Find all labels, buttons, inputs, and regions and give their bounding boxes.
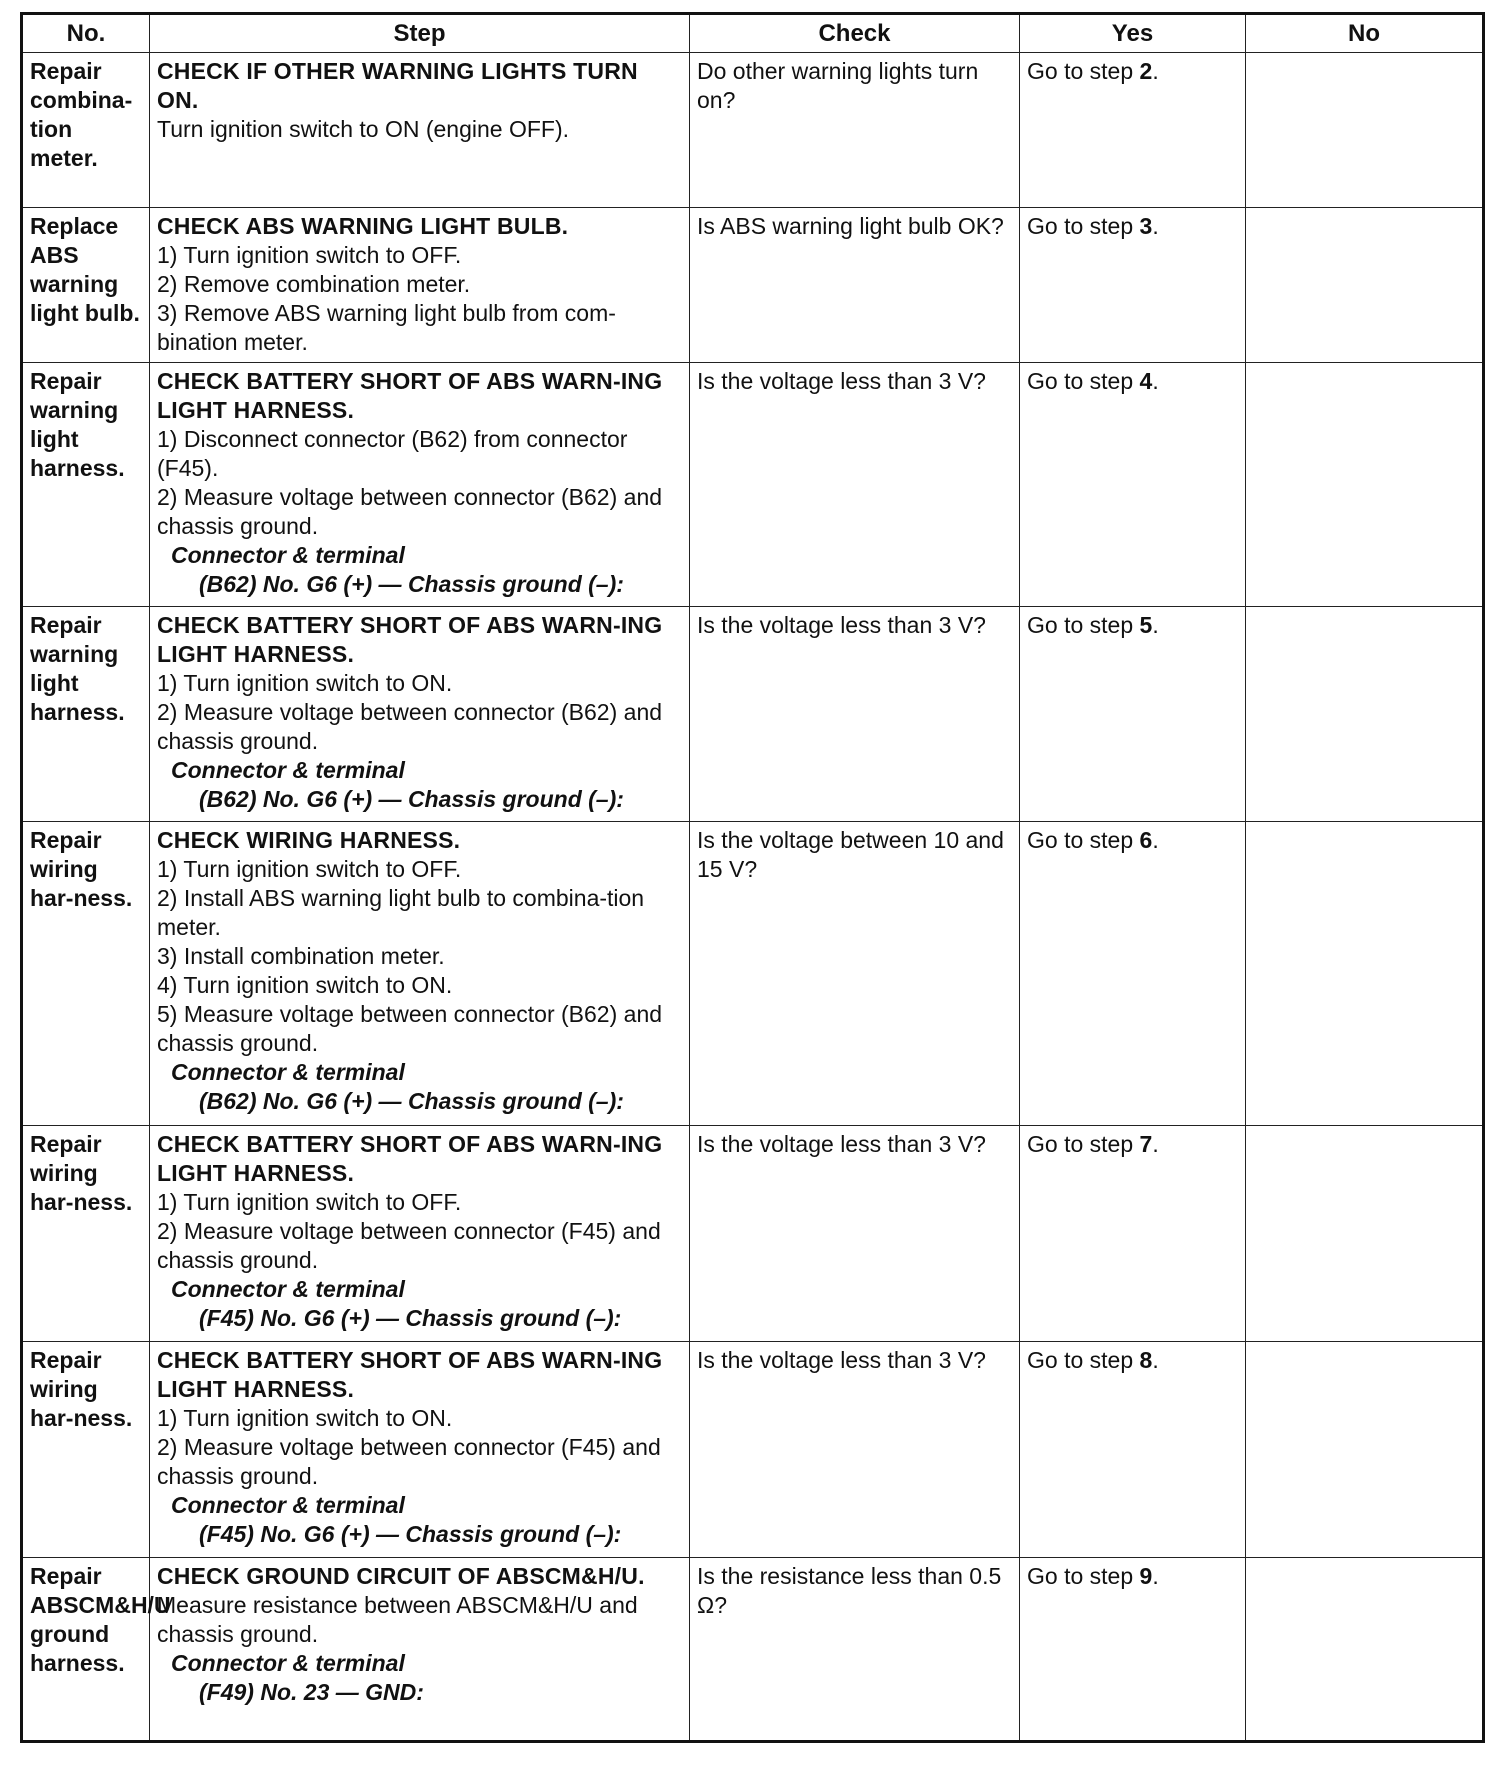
yes-suffix: .: [1152, 1131, 1159, 1157]
terminal-spec: (B62) No. G6 (+) — Chassis ground (–):: [199, 1088, 624, 1114]
header-step: Step: [150, 14, 690, 53]
step-cell: [150, 1126, 690, 1342]
step-cell: [150, 607, 690, 822]
step-title: CHECK BATTERY SHORT OF ABS WARN-ING LIGHT HARNESS.: [157, 612, 663, 667]
yes-suffix: .: [1152, 213, 1159, 239]
check-cell: Is the voltage less than 3 V?: [690, 1126, 1020, 1342]
yes-text: Go to step: [1027, 1131, 1140, 1157]
terminal-spec: (F45) No. G6 (+) — Chassis ground (–):: [199, 1521, 622, 1547]
step-title: CHECK ABS WARNING LIGHT BULB.: [157, 213, 569, 239]
row-number: Repair wiring har-ness.: [22, 822, 150, 1126]
connector-label: Connector & terminal: [171, 757, 405, 783]
step-instruction: 4) Turn ignition switch to ON.: [157, 972, 453, 998]
yes-text: Go to step: [1027, 1347, 1140, 1373]
yes-text: Go to step: [1027, 612, 1140, 638]
step-instruction: 1) Turn ignition switch to OFF.: [157, 242, 462, 268]
yes-suffix: .: [1152, 1563, 1159, 1589]
step-instruction: 1) Turn ignition switch to ON.: [157, 1405, 453, 1431]
next-step-number: 8: [1139, 1347, 1153, 1373]
connector-label: Connector & terminal: [171, 542, 405, 568]
row-number: Repair warning light harness.: [22, 607, 150, 822]
next-step-number: 3: [1139, 213, 1153, 239]
row-number: Repair wiring har-ness.: [22, 1126, 150, 1342]
yes-text: Go to step: [1027, 1563, 1140, 1589]
no-cell: [1246, 363, 1484, 607]
yes-suffix: .: [1152, 612, 1159, 638]
next-step-number: 4: [1139, 368, 1153, 394]
step-cell: [150, 822, 690, 1126]
step-instruction: 2) Measure voltage between connector (F45) and chassis ground.: [157, 1434, 661, 1489]
header-no-col: No: [1246, 14, 1484, 53]
terminal-spec: (F45) No. G6 (+) — Chassis ground (–):: [199, 1305, 622, 1331]
check-cell: Do other warning lights turn on?: [690, 53, 1020, 208]
yes-cell: [1020, 1558, 1246, 1742]
check-cell: Is the voltage less than 3 V?: [690, 363, 1020, 607]
connector-label: Connector & terminal: [171, 1492, 405, 1518]
step-instruction: 2) Measure voltage between connector (F45) and chassis ground.: [157, 1218, 661, 1273]
step-instruction: 2) Install ABS warning light bulb to combina-tion meter.: [157, 885, 645, 940]
step-cell: [150, 1342, 690, 1558]
yes-cell: [1020, 53, 1246, 208]
step-title: CHECK BATTERY SHORT OF ABS WARN-ING LIGHT HARNESS.: [157, 368, 663, 423]
diagnostic-table: [20, 12, 1485, 1743]
check-cell: Is ABS warning light bulb OK?: [690, 208, 1020, 363]
table-header-row: [22, 14, 1484, 53]
check-cell: Is the resistance less than 0.5 Ω?: [690, 1558, 1020, 1742]
row-number: Repair warning light harness.: [22, 363, 150, 607]
yes-text: Go to step: [1027, 827, 1140, 853]
table-row: [22, 363, 1484, 607]
check-cell: Is the voltage less than 3 V?: [690, 607, 1020, 822]
step-instruction: Turn ignition switch to ON (engine OFF).: [157, 116, 570, 142]
yes-suffix: .: [1152, 1347, 1159, 1373]
step-title: CHECK WIRING HARNESS.: [157, 827, 461, 853]
row-number: Repair wiring har-ness.: [22, 1342, 150, 1558]
table-row: [22, 607, 1484, 822]
connector-label: Connector & terminal: [171, 1650, 405, 1676]
next-step-number: 6: [1139, 827, 1153, 853]
yes-text: Go to step: [1027, 58, 1140, 84]
table-body: [22, 53, 1484, 1742]
step-title: CHECK BATTERY SHORT OF ABS WARN-ING LIGHT HARNESS.: [157, 1347, 663, 1402]
yes-text: Go to step: [1027, 368, 1140, 394]
no-cell: [1246, 53, 1484, 208]
next-step-number: 2: [1139, 58, 1153, 84]
yes-cell: [1020, 607, 1246, 822]
header-no: No.: [22, 14, 150, 53]
yes-suffix: .: [1152, 368, 1159, 394]
yes-cell: [1020, 208, 1246, 363]
yes-cell: [1020, 1342, 1246, 1558]
step-instruction: 1) Turn ignition switch to ON.: [157, 670, 453, 696]
yes-cell: [1020, 1126, 1246, 1342]
step-instruction: 1) Disconnect connector (B62) from connector (F45).: [157, 426, 628, 481]
table-row: [22, 1342, 1484, 1558]
table-row: [22, 208, 1484, 363]
troubleshooting-page: [20, 12, 1482, 1743]
step-instruction: 2) Measure voltage between connector (B62) and chassis ground.: [157, 699, 663, 754]
step-title: CHECK BATTERY SHORT OF ABS WARN-ING LIGHT HARNESS.: [157, 1131, 663, 1186]
step-instruction: 5) Measure voltage between connector (B62) and chassis ground.: [157, 1001, 663, 1056]
next-step-number: 5: [1139, 612, 1153, 638]
step-instruction: 3) Remove ABS warning light bulb from com-bination meter.: [157, 300, 616, 355]
connector-label: Connector & terminal: [171, 1276, 405, 1302]
header-check: Check: [690, 14, 1020, 53]
yes-suffix: .: [1152, 827, 1159, 853]
next-step-number: 7: [1139, 1131, 1153, 1157]
step-instruction: 2) Remove combination meter.: [157, 271, 471, 297]
no-cell: [1246, 1558, 1484, 1742]
table-row: [22, 1558, 1484, 1742]
yes-suffix: .: [1152, 58, 1159, 84]
step-instruction: 1) Turn ignition switch to OFF.: [157, 856, 462, 882]
yes-cell: [1020, 822, 1246, 1126]
step-title: CHECK GROUND CIRCUIT OF ABSCM&H/U.: [157, 1563, 645, 1589]
terminal-spec: (B62) No. G6 (+) — Chassis ground (–):: [199, 571, 624, 597]
table-row: [22, 53, 1484, 208]
no-cell: [1246, 208, 1484, 363]
step-cell: [150, 53, 690, 208]
no-cell: [1246, 822, 1484, 1126]
no-cell: [1246, 607, 1484, 822]
check-cell: Is the voltage between 10 and 15 V?: [690, 822, 1020, 1126]
row-number: Repair combina-tion meter.: [22, 53, 150, 208]
connector-label: Connector & terminal: [171, 1059, 405, 1085]
no-cell: [1246, 1342, 1484, 1558]
step-cell: [150, 363, 690, 607]
no-cell: [1246, 1126, 1484, 1342]
step-instruction: Measure resistance between ABSCM&H/U and chassis ground.: [157, 1592, 638, 1647]
table-row: [22, 1126, 1484, 1342]
step-instruction: 3) Install combination meter.: [157, 943, 445, 969]
check-cell: Is the voltage less than 3 V?: [690, 1342, 1020, 1558]
terminal-spec: (B62) No. G6 (+) — Chassis ground (–):: [199, 786, 624, 812]
step-cell: [150, 1558, 690, 1742]
next-step-number: 9: [1139, 1563, 1153, 1589]
row-number: Replace ABS warning light bulb.: [22, 208, 150, 363]
step-title: CHECK IF OTHER WARNING LIGHTS TURN ON.: [157, 58, 638, 113]
step-instruction: 1) Turn ignition switch to OFF.: [157, 1189, 462, 1215]
terminal-spec: (F49) No. 23 — GND:: [199, 1679, 424, 1705]
row-number: Repair ABSCM&H/U ground harness.: [22, 1558, 150, 1742]
table-row: [22, 822, 1484, 1126]
step-cell: [150, 208, 690, 363]
yes-cell: [1020, 363, 1246, 607]
header-yes: Yes: [1020, 14, 1246, 53]
step-instruction: 2) Measure voltage between connector (B62) and chassis ground.: [157, 484, 663, 539]
yes-text: Go to step: [1027, 213, 1140, 239]
